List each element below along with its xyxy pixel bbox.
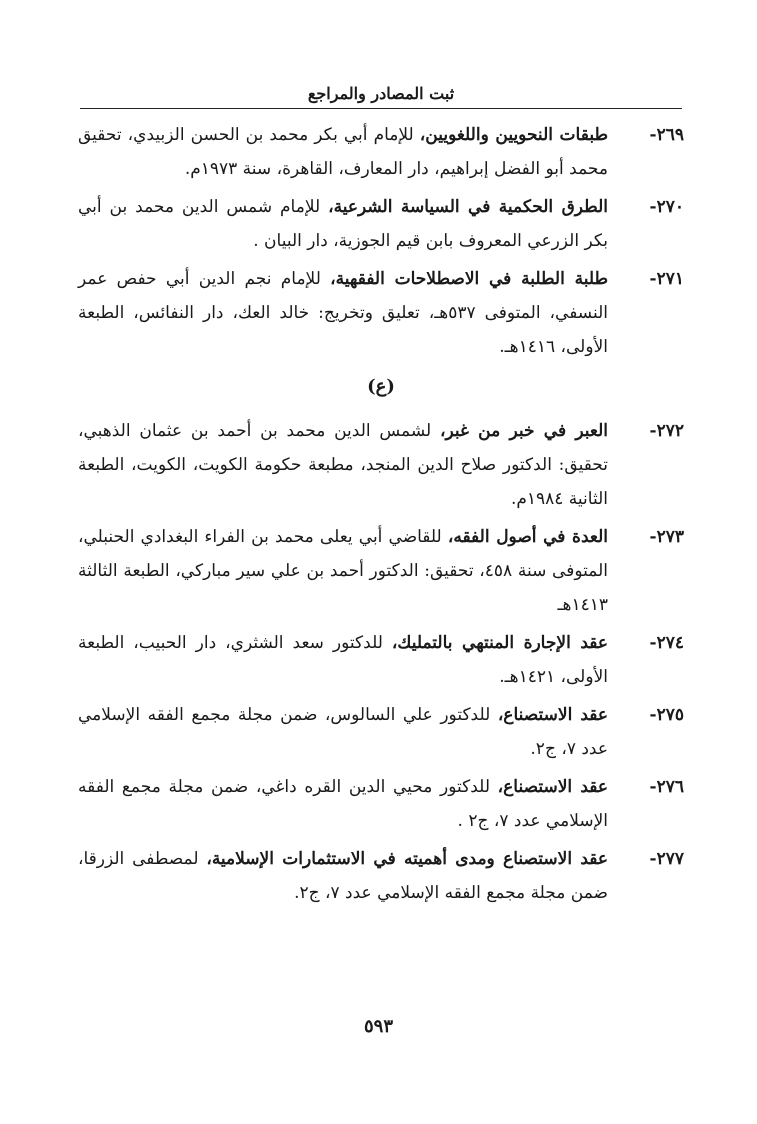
entry-title: عقد الاستصناع،: [497, 777, 608, 797]
bibliography-entry: [78, 520, 684, 622]
entry-title: عقد الاستصناع،: [497, 705, 608, 725]
entry-number: ٢٧٠-: [649, 197, 684, 217]
entry-text: [78, 698, 608, 766]
entry-text: [78, 414, 608, 516]
section-heading: (ع): [367, 376, 395, 397]
entry-body: للإمام نجم الدين أبي حفص عمر النسفي، المتوفى ٥٣٧هـ، تعليق وتخريج: خالد العك، دار النفائس، الطبعة الأولى، ١٤١٦هـ.: [78, 269, 608, 357]
entry-title: الطرق الحكمية في السياسة الشرعية،: [328, 197, 608, 217]
entry-number: ٢٧٢-: [649, 421, 684, 441]
entry-body: للقاضي أبي يعلى محمد بن الفراء البغدادي الحنبلي، المتوفى سنة ٤٥٨، تحقيق: الدكتور أحمد بن علي سير مباركي، الطبعة الثالثة ١٤١٣هـ: [78, 527, 608, 615]
entry-number: ٢٧٤-: [649, 633, 684, 653]
bibliography-entry: [78, 698, 684, 766]
entry-body: للدكتور محيي الدين القره داغي، ضمن مجلة مجمع الفقه الإسلامي عدد ٧، ج٢ .: [78, 777, 608, 831]
bibliography-entry: [78, 626, 684, 694]
entry-body: للدكتور سعد الشثري، دار الحبيب، الطبعة الأولى، ١٤٢١هـ.: [78, 633, 608, 687]
entry-number: ٢٧٧-: [649, 849, 684, 869]
entry-text: [78, 520, 608, 622]
page-number: ٥٩٣: [363, 1016, 393, 1037]
entry-title: عقد الاستصناع ومدى أهميته في الاستثمارات الإسلامية،: [206, 849, 609, 869]
entry-text: [78, 118, 608, 186]
entry-number: ٢٦٩-: [649, 125, 684, 145]
entry-text: [78, 626, 608, 694]
entry-number: ٢٧٣-: [649, 527, 684, 547]
bibliography-entry: [78, 190, 684, 258]
entry-body: لمصطفى الزرقا، ضمن مجلة مجمع الفقه الإسلامي عدد ٧، ج٢.: [78, 849, 608, 903]
entry-body: للإمام شمس الدين محمد بن أبي بكر الزرعي المعروف بابن قيم الجوزية، دار البيان .: [78, 197, 608, 251]
entry-body: لشمس الدين محمد بن أحمد بن عثمان الذهبي، تحقيق: الدكتور صلاح الدين المنجد، مطبعة حكومة الكويت، الكويت، الطبعة الثانية ١٩٨٤م.: [78, 421, 608, 509]
entry-title: العبر في خبر من غبر،: [440, 421, 608, 441]
bibliography-entry: [78, 414, 684, 516]
bibliography-entry: [78, 262, 684, 364]
bibliography-content: [78, 118, 684, 914]
entry-number: ٢٧١-: [649, 269, 684, 289]
entry-number: ٢٧٦-: [649, 777, 684, 797]
entry-title: طلبة الطلبة في الاصطلاحات الفقهية،: [330, 269, 608, 289]
running-header: ثبت المصادر والمراجع: [80, 82, 682, 109]
entry-text: [78, 262, 608, 364]
entry-title: العدة في أصول الفقه،: [447, 527, 608, 547]
entry-number: ٢٧٥-: [649, 705, 684, 725]
entry-text: [78, 842, 608, 910]
bibliography-entry: [78, 770, 684, 838]
entry-body: للإمام أبي بكر محمد بن الحسن الزبيدي، تحقيق محمد أبو الفضل إبراهيم، دار المعارف، القاهرة، سنة ١٩٧٣م.: [78, 125, 608, 179]
entry-title: عقد الإجارة المنتهي بالتمليك،: [391, 633, 608, 653]
entry-title: طبقات النحويين واللغويين،: [419, 125, 608, 145]
entry-body: للدكتور علي السالوس، ضمن مجلة مجمع الفقه الإسلامي عدد ٧، ج٢.: [78, 705, 608, 759]
bibliography-entry: [78, 118, 684, 186]
bibliography-entry: [78, 842, 684, 910]
entry-text: [78, 190, 608, 258]
entry-text: [78, 770, 608, 838]
